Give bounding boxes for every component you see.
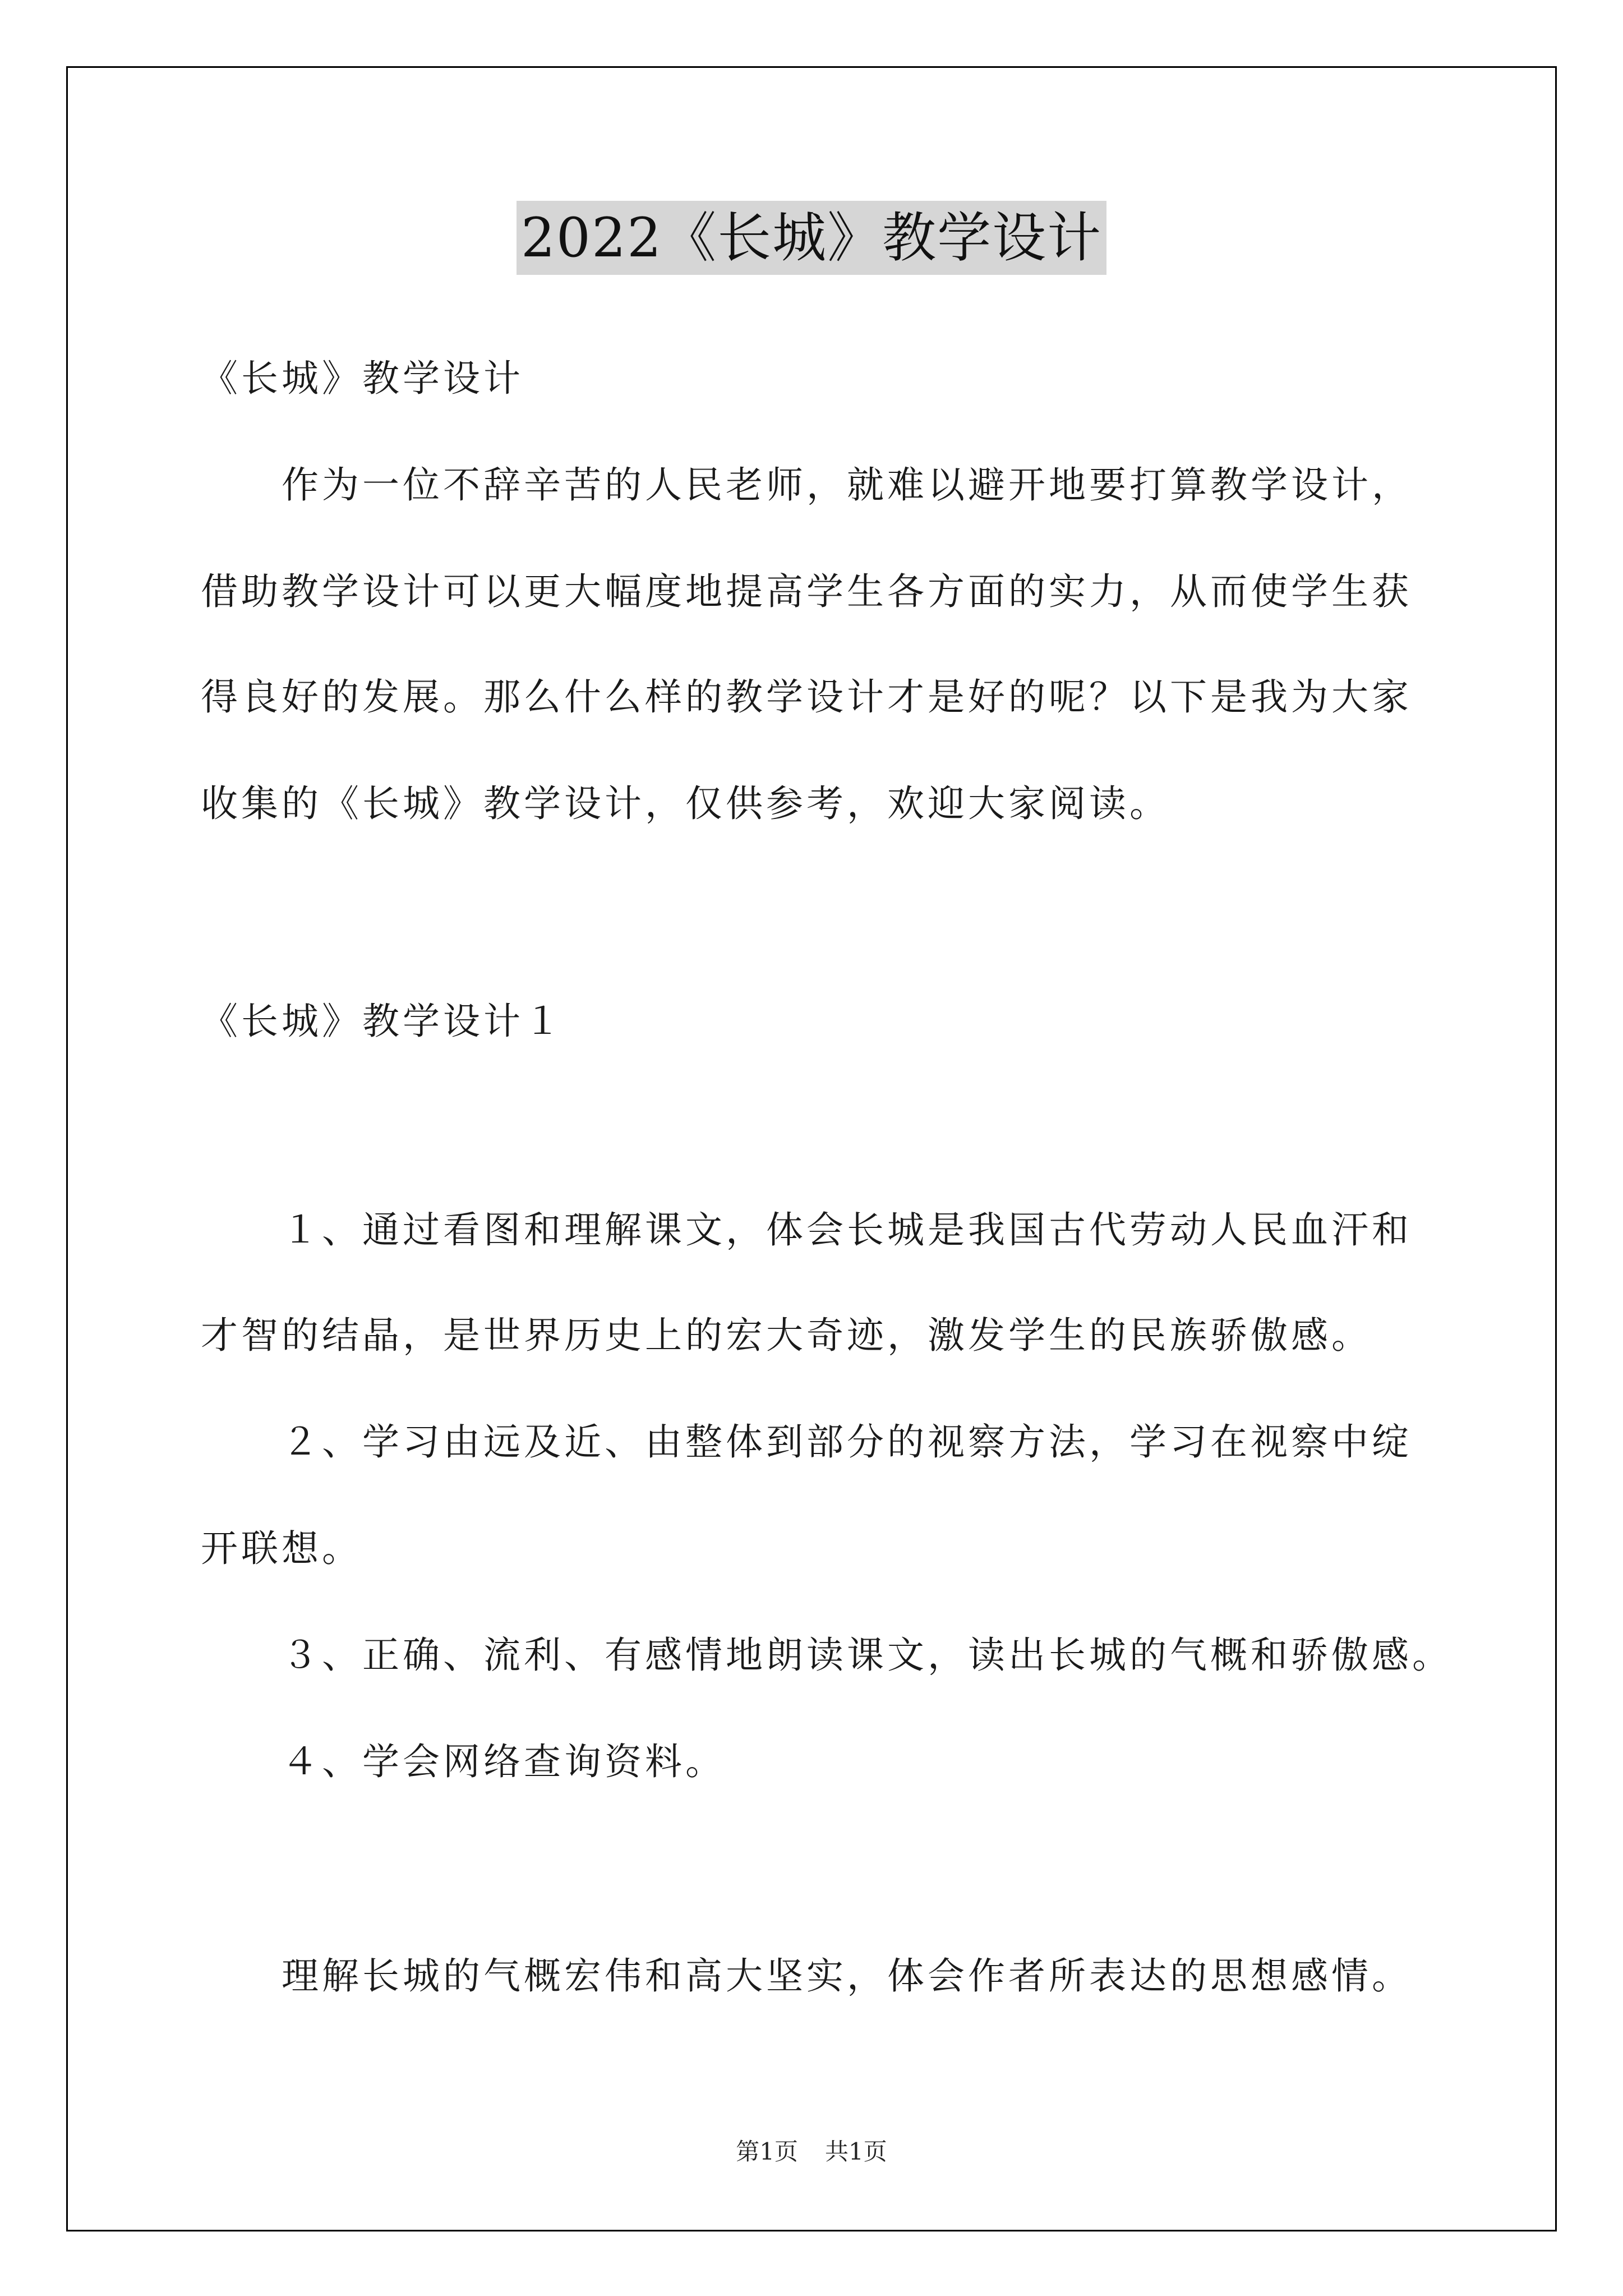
page-total: 共1页 xyxy=(825,2138,887,2165)
intro-line-2: 借助教学设计可以更大幅度地提高学生各方面的实力，从而使学生获 xyxy=(201,570,1412,613)
goal-line-3: ２、学习由远及近、由整体到部分的视察方法，学习在视察中绽 xyxy=(282,1420,1412,1464)
goal-line-5: ３、正确、流利、有感情地朗读课文，读出长城的气概和骄傲感。 xyxy=(282,1634,1453,1677)
goal-line-2: 才智的结晶，是世界历史上的宏大奇迹，激发学生的民族骄傲感。 xyxy=(201,1314,1372,1357)
title-container xyxy=(0,201,1623,275)
document-title: 2022《长城》教学设计 xyxy=(517,201,1106,275)
goal-line-4: 开联想。 xyxy=(201,1527,362,1570)
intro-line-4: 收集的《长城》教学设计，仅供参考，欢迎大家阅读。 xyxy=(201,782,1170,825)
intro-line-3: 得良好的发展。那么什么样的教学设计才是好的呢？以下是我为大家 xyxy=(201,675,1412,719)
key-point: 理解长城的气概宏伟和高大坚实，体会作者所表达的思想感情。 xyxy=(282,1954,1412,1998)
intro-line-1: 作为一位不辞辛苦的人民老师，就难以避开地要打算教学设计， xyxy=(282,463,1412,507)
document-subtitle: 《长城》教学设计 xyxy=(201,357,524,400)
goal-line-6: ４、学会网络查询资料。 xyxy=(282,1740,726,1783)
section-heading: 《长城》教学设计１ xyxy=(201,1000,564,1043)
page-footer xyxy=(0,2136,1623,2168)
page-number: 第1页 xyxy=(736,2138,798,2165)
goal-line-1: １、通过看图和理解课文，体会长城是我国古代劳动人民血汗和 xyxy=(282,1208,1412,1251)
